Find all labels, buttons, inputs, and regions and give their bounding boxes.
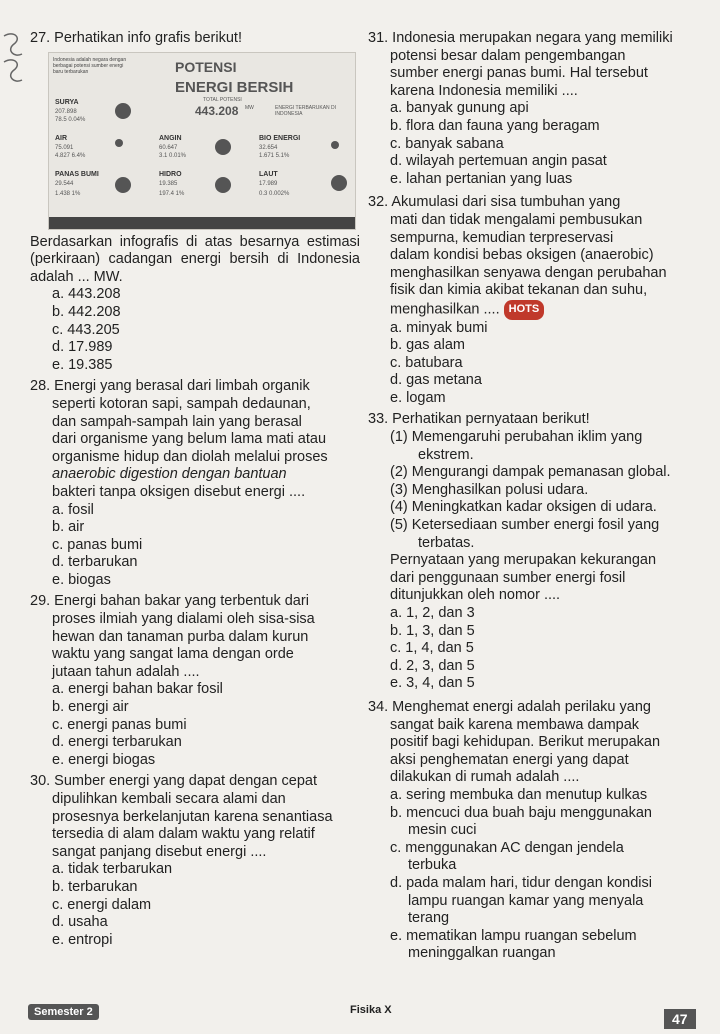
item-angin-name: ANGIN [159, 134, 182, 142]
q33-statement-1: (1) Memengaruhi perubahan iklim yang [390, 429, 643, 446]
water-drop-icon [115, 139, 123, 147]
item-air-sub: 4.827 6.4% [55, 152, 86, 159]
q33 [368, 411, 708, 693]
q33-title: 33. Perhatikan pernyataan berikut! [368, 411, 590, 428]
item-laut-name: LAUT [259, 170, 278, 178]
q32-option-e[interactable]: e. logam [390, 389, 446, 406]
q33-statement-4: (4) Meningkatkan kadar oksigen di udara. [390, 499, 657, 516]
item-hidro-value: 19.385 [159, 180, 178, 187]
semester-label: Semester 2 [28, 1004, 99, 1020]
q33-option-c[interactable]: c. 1, 4, dan 5 [390, 640, 474, 657]
infographic-potensi: POTENSI [175, 58, 237, 75]
right-column [368, 30, 708, 963]
infographic-terbarukan-label: ENERGI TERBARUKAN DI INDONESIA [275, 104, 337, 117]
q32-option-b[interactable]: b. gas alam [390, 337, 465, 354]
q34-option-b-cont: mesin cuci [408, 822, 477, 839]
bio-leaf-icon [331, 141, 339, 149]
q32 [368, 194, 708, 407]
item-laut-sub: 0.3 0.002% [259, 190, 290, 197]
spiral-binding-icon [0, 28, 30, 88]
wave-icon [331, 175, 347, 191]
q33-statement-5: (5) Ketersediaan sumber energi fosil yang [390, 517, 660, 534]
q34-line-4: aksi penghematan energi yang dapat [390, 751, 629, 768]
q31-line-2: potensi besar dalam pengembangan [390, 47, 626, 64]
q34-options [368, 787, 708, 963]
q27-question: Berdasarkan infografis di atas besarnya estimasi (perkiraan) cadangan energi bersih di Indonesia adalah ... MW. [30, 233, 360, 285]
q34-option-e[interactable]: e. mematikan lampu ruangan sebelum [390, 927, 637, 944]
item-laut-value: 17.989 [259, 180, 278, 187]
infographic-total-label: TOTAL POTENSI [203, 96, 242, 103]
q28-options [30, 502, 360, 590]
q28-line-4: dari organisme yang belum lama mati atau [52, 431, 327, 448]
q33-statement-1b: ekstrem. [418, 446, 474, 463]
subject-label: Fisika X [350, 1004, 392, 1016]
q27-option-a[interactable]: a. 443.208 [52, 286, 121, 303]
q30-line-2: dipulihkan kembali secara alami dan [52, 791, 286, 807]
q27-option-d[interactable]: d. 17.989 [52, 339, 113, 356]
q31 [368, 30, 708, 188]
q30-line-4: tersedia di alam dalam waktu yang relatif [52, 826, 315, 843]
q30-options [30, 861, 360, 949]
item-bioenergi-sub: 1.671 5.1% [259, 152, 290, 159]
q34-option-d-cont1: lampu ruangan kamar yang menyala [408, 892, 644, 909]
q32-options [368, 320, 708, 408]
q28 [30, 378, 360, 589]
q32-line-2: mati dan tidak mengalami pembusukan [390, 211, 643, 228]
q33-option-b[interactable]: b. 1, 3, dan 5 [390, 622, 475, 639]
item-angin-value: 60.647 [159, 144, 178, 151]
item-panasbumi-name: PANAS BUMI [55, 170, 99, 178]
geothermal-icon [115, 177, 131, 193]
infographic-total-unit: MW [245, 104, 254, 111]
item-surya-name: SURYA [55, 98, 79, 106]
q33-option-d[interactable]: d. 2, 3, dan 5 [390, 657, 475, 674]
q28-line-2: seperti kotoran sapi, sampah dedaunan, [52, 395, 311, 412]
q31-option-e[interactable]: e. lahan pertanian yang luas [390, 170, 573, 187]
q34-option-d[interactable]: d. pada malam hari, tidur dengan kondisi [390, 874, 652, 891]
q30-option-c[interactable]: c. energi dalam [52, 896, 152, 913]
q30 [30, 773, 360, 949]
item-hidro-sub: 197.4 1% [159, 190, 185, 197]
q28-line-3: dan sampah-sampah lain yang berasal [52, 413, 302, 430]
q32-line-3: sempurna, kemudian terpreservasi [390, 229, 614, 246]
q30-line-1: 30. Sumber energi yang dapat dengan cepat [30, 773, 317, 790]
q31-option-d[interactable]: d. wilayah pertemuan angin pasat [390, 153, 607, 170]
q32-line-4: dalam kondisi bebas oksigen (anaerobic) [390, 247, 654, 264]
item-bioenergi-value: 32.654 [259, 144, 278, 151]
q34-option-d-cont2: terang [408, 910, 450, 927]
item-panasbumi-sub: 1.438 1% [55, 190, 81, 197]
q30-option-e[interactable]: e. entropi [52, 931, 113, 948]
q29-line-1: 29. Energi bahan bakar yang terbentuk dari [30, 593, 309, 610]
q31-option-c[interactable]: c. banyak sabana [390, 135, 504, 152]
q27-option-c[interactable]: c. 443.205 [52, 321, 120, 338]
item-bioenergi-name: BIO ENERGI [259, 134, 301, 142]
item-air-value: 75.091 [55, 144, 74, 151]
hydro-icon [215, 177, 231, 193]
item-surya-sub: 78.5 0.04% [55, 116, 86, 123]
item-angin-sub: 3.1 0.01% [159, 152, 187, 159]
q28-line-6: anaerobic digestion dengan bantuan [52, 466, 287, 483]
q34 [368, 699, 708, 963]
q27-option-b[interactable]: b. 442.208 [52, 303, 121, 320]
q28-option-d[interactable]: d. terbarukan [52, 554, 138, 571]
item-panasbumi-value: 29.544 [55, 180, 74, 187]
q34-option-b[interactable]: b. mencuci dua buah baju menggunakan [390, 804, 652, 821]
q31-line-4: karena Indonesia memiliki .... [390, 82, 578, 99]
q31-option-b[interactable]: b. flora dan fauna yang beragam [390, 117, 600, 134]
q32-line-6: fisik dan kimia akibat tekanan dan suhu, [390, 282, 648, 299]
q34-option-c[interactable]: c. menggunakan AC dengan jendela [390, 839, 624, 856]
q32-last-line: menghasilkan .... [390, 301, 500, 318]
q28-option-a[interactable]: a. fosil [52, 501, 94, 518]
q28-line-5: organisme hidup dan diolah melalui proses [52, 448, 328, 465]
q29-line-4: waktu yang sangat lama dengan orde [52, 646, 294, 663]
q27-title: 27. Perhatikan info grafis berikut! [30, 30, 242, 46]
q34-line-3: positif bagi kehidupan. Berikut merupakan [390, 734, 661, 751]
q30-line-5: sangat panjang disebut energi .... [52, 843, 267, 860]
page-number: 47 [664, 1009, 696, 1029]
item-air-name: AIR [55, 134, 68, 142]
left-column [30, 30, 360, 949]
q33-option-a[interactable]: a. 1, 2, dan 3 [390, 605, 475, 621]
q33-statement-3: (3) Menghasilkan polusi udara. [390, 481, 589, 498]
q30-option-b[interactable]: b. terbarukan [52, 878, 138, 895]
q32-line-7 [368, 300, 708, 320]
sun-icon [115, 103, 131, 119]
q30-option-d[interactable]: d. usaha [52, 914, 108, 931]
q29-option-d[interactable]: d. energi terbarukan [52, 734, 182, 751]
q29-options [30, 681, 360, 769]
q33-statement-5b: terbatas. [418, 534, 475, 551]
q33-statement-2: (2) Mengurangi dampak pemanasan global. [390, 464, 671, 481]
q32-option-a[interactable]: a. minyak bumi [390, 319, 488, 336]
q31-line-3: sumber energi panas bumi. Hal tersebut [390, 65, 648, 82]
q27-option-e[interactable]: e. 19.385 [52, 356, 113, 373]
q29-line-2: proses ilmiah yang dialami oleh sisa-sisa [52, 611, 315, 628]
hots-badge: HOTS [504, 300, 545, 320]
q31-line-1: 31. Indonesia merupakan negara yang memiliki [368, 30, 673, 46]
q31-options [368, 100, 708, 188]
q33-question-2: dari penggunaan sumber energi fosil [390, 569, 626, 586]
q33-question-1: Pernyataan yang merupakan kekurangan [390, 552, 657, 569]
q29-line-3: hewan dan tanaman purba dalam kurun [52, 628, 309, 645]
q33-question-3: ditunjukkan oleh nomor .... [390, 587, 561, 604]
q34-line-2: sangat baik karena membawa dampak [390, 716, 640, 733]
infographic-intro: Indonesia adalah negara dengan berbagai potensi sumber energi baru terbarukan [53, 56, 127, 75]
item-surya-value: 207.898 [55, 108, 77, 115]
q34-line-1: 34. Menghemat energi adalah perilaku yang [368, 698, 651, 715]
q32-option-d[interactable]: d. gas metana [390, 372, 482, 389]
q28-option-e[interactable]: e. biogas [52, 571, 111, 588]
item-hidro-name: HIDRO [159, 170, 182, 178]
q28-line-1: 28. Energi yang berasal dari limbah organik [30, 378, 310, 395]
q27-options [30, 286, 360, 374]
q29-line-5: jutaan tahun adalah .... [52, 663, 200, 680]
q29-option-e[interactable]: e. energi biogas [52, 751, 156, 768]
q29-option-b[interactable]: b. energi air [52, 699, 129, 716]
q32-line-5: menghasilkan senyawa dengan perubahan [390, 264, 667, 281]
q28-line-7: bakteri tanpa oksigen disebut energi .... [52, 483, 306, 500]
q28-option-b[interactable]: b. air [52, 519, 85, 536]
q34-option-e-cont: meninggalkan ruangan [408, 945, 556, 962]
q34-option-c-cont: terbuka [408, 857, 457, 874]
q32-line-1: 32. Akumulasi dari sisa tumbuhan yang [368, 194, 621, 211]
infographic-energi-bersih: ENERGI BERSIH [175, 78, 294, 96]
q29-option-c[interactable]: c. energi panas bumi [52, 716, 187, 733]
q30-option-a[interactable]: a. tidak terbarukan [52, 861, 173, 878]
infographic-total-value: 443.208 [195, 103, 239, 118]
q34-option-a[interactable]: a. sering membuka dan menutup kulkas [390, 786, 648, 803]
q29-option-a[interactable]: a. energi bahan bakar fosil [52, 681, 223, 698]
infographic-footer-bar [49, 217, 355, 229]
q32-option-c[interactable]: c. batubara [390, 354, 463, 371]
q33-options [368, 605, 708, 693]
q31-option-a[interactable]: a. banyak gunung api [390, 100, 529, 117]
q29 [30, 593, 360, 769]
wind-icon [215, 139, 231, 155]
q33-option-e[interactable]: e. 3, 4, dan 5 [390, 675, 475, 692]
q30-line-3: prosesnya berkelanjutan karena senantiasa [52, 808, 333, 825]
q34-line-5: dilakukan di rumah adalah .... [390, 769, 580, 786]
q28-option-c[interactable]: c. panas bumi [52, 536, 143, 553]
energy-infographic [48, 52, 356, 230]
